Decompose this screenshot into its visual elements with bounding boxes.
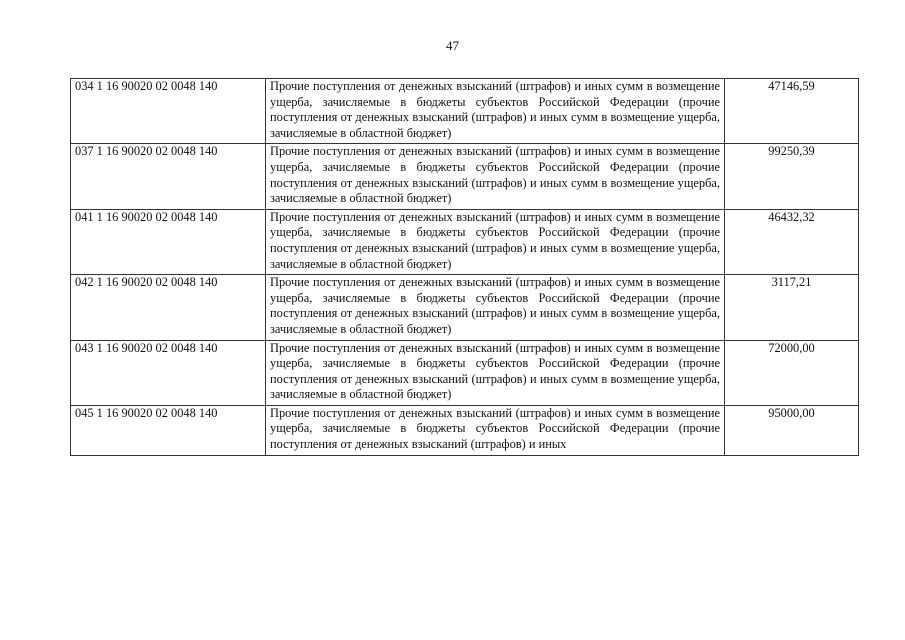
revenue-description: Прочие поступления от денежных взысканий (штрафов) и иных сумм в возмещение ущерба, зачисляемые в бюджеты субъектов Российской Федерации (прочие поступления от денежных взысканий (штрафов) и иных сумм в возмещение ущерба, зачисляемые в областной бюджет) [266, 79, 725, 144]
budget-classification-code: 042 1 16 90020 02 0048 140 [71, 275, 266, 340]
table-row [71, 209, 859, 274]
revenue-description: Прочие поступления от денежных взысканий (штрафов) и иных сумм в возмещение ущерба, зачисляемые в бюджеты субъектов Российской Федерации (прочие поступления от денежных взысканий (штрафов) и иных сумм в возмещение ущерба, зачисляемые в областной бюджет) [266, 209, 725, 274]
table-row [71, 275, 859, 340]
revenue-amount: 99250,39 [725, 144, 859, 209]
revenue-description: Прочие поступления от денежных взысканий (штрафов) и иных сумм в возмещение ущерба, зачисляемые в бюджеты субъектов Российской Федерации (прочие поступления от денежных взысканий (штрафов) и иных сумм в возмещение ущерба, зачисляемые в областной бюджет) [266, 144, 725, 209]
revenue-description: Прочие поступления от денежных взысканий (штрафов) и иных сумм в возмещение ущерба, зачисляемые в бюджеты субъектов Российской Федерации (прочие поступления от денежных взысканий (штрафов) и иных сумм в возмещение ущерба, зачисляемые в областной бюджет) [266, 275, 725, 340]
table-row [71, 79, 859, 144]
budget-revenue-table [70, 78, 859, 456]
revenue-description: Прочие поступления от денежных взысканий (штрафов) и иных сумм в возмещение ущерба, зачисляемые в бюджеты субъектов Российской Федерации (прочие поступления от денежных взысканий (штрафов) и иных сумм в возмещение ущерба, зачисляемые в областной бюджет) [266, 340, 725, 405]
revenue-amount: 46432,32 [725, 209, 859, 274]
revenue-amount: 3117,21 [725, 275, 859, 340]
revenue-description: Прочие поступления от денежных взысканий (штрафов) и иных сумм в возмещение ущерба, зачисляемые в бюджеты субъектов Российской Федерации (прочие поступления от денежных взысканий (штрафов) и иных [266, 405, 725, 455]
revenue-amount: 47146,59 [725, 79, 859, 144]
page-number: 47 [446, 38, 459, 53]
budget-classification-code: 041 1 16 90020 02 0048 140 [71, 209, 266, 274]
revenue-amount: 95000,00 [725, 405, 859, 455]
table-row [71, 405, 859, 455]
budget-classification-code: 037 1 16 90020 02 0048 140 [71, 144, 266, 209]
table-row [71, 340, 859, 405]
budget-classification-code: 045 1 16 90020 02 0048 140 [71, 405, 266, 455]
budget-classification-code: 034 1 16 90020 02 0048 140 [71, 79, 266, 144]
budget-classification-code: 043 1 16 90020 02 0048 140 [71, 340, 266, 405]
revenue-amount: 72000,00 [725, 340, 859, 405]
table-row [71, 144, 859, 209]
